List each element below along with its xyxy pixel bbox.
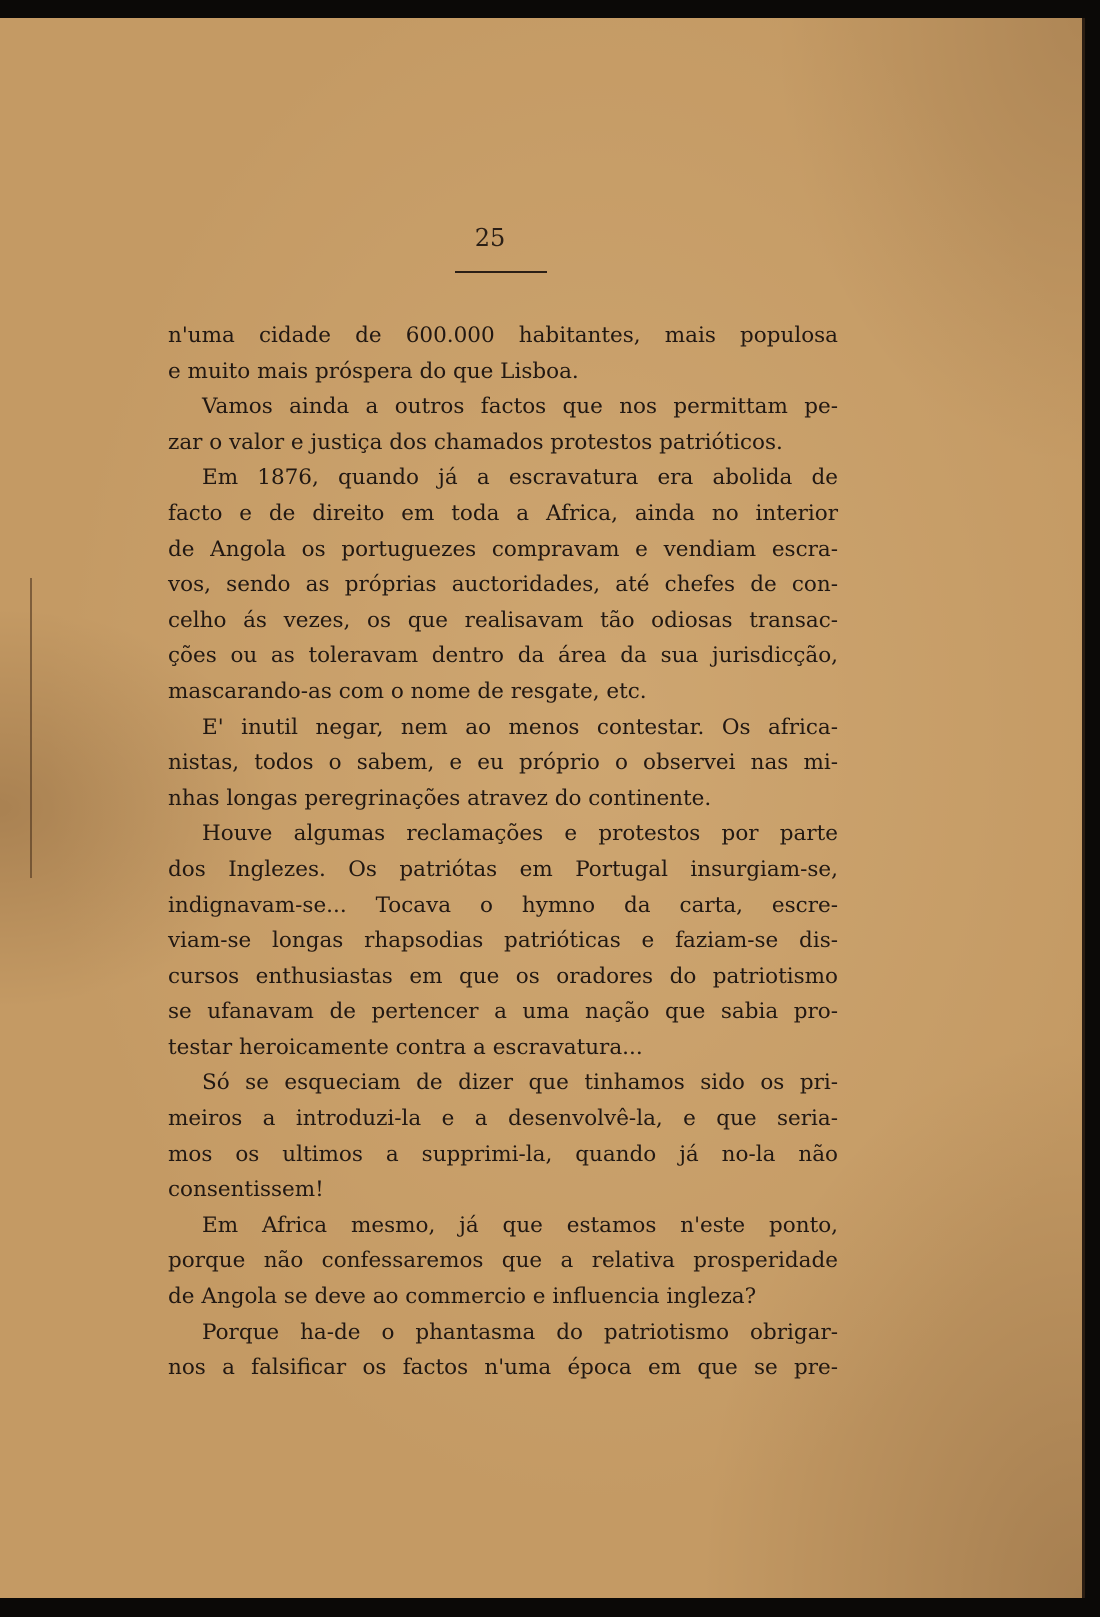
text-line: n'uma cidade de 600.000 habitantes, mais populosa	[168, 323, 838, 348]
text-line: nhas longas peregrinações atravez do continente.	[168, 785, 712, 811]
text-line: mascarando-as com o nome de resgate, etc.	[168, 678, 647, 704]
text-line: se ufanavam de pertencer a uma nação que sabia pro-	[168, 999, 838, 1025]
text-line: Em 1876, quando já a escravatura era abolida de	[202, 465, 838, 491]
text-line: Vamos ainda a outros factos que nos permittam pe-	[202, 394, 838, 420]
text-line: de Angola os portuguezes compravam e vendiam escra-	[168, 536, 838, 562]
text-line: vos, sendo as próprias auctoridades, até chefes de con-	[168, 572, 838, 598]
page-number: 25	[474, 224, 506, 252]
body-text	[168, 318, 838, 1386]
paper-sheet	[0, 18, 1085, 1598]
text-line: facto e de direito em toda a Africa, ainda no interior	[168, 500, 838, 526]
text-line: zar o valor e justiça dos chamados protestos patrióticos.	[168, 429, 783, 455]
text-line: de Angola se deve ao commercio e influencia ingleza?	[168, 1284, 757, 1310]
text-line: viam-se longas rhapsodias patrióticas e faziam-se dis-	[168, 928, 838, 954]
text-line: ções ou as toleravam dentro da área da sua jurisdicção,	[168, 643, 838, 669]
text-line: e muito mais próspera do que Lisboa.	[168, 358, 579, 384]
text-line: porque não confessaremos que a relativa prosperidade	[168, 1248, 838, 1274]
binding-mark	[30, 578, 32, 878]
text-line: indignavam-se... Tocava o hymno da carta, escre-	[168, 892, 838, 918]
text-line: E' inutil negar, nem ao menos contestar. Os africa-	[202, 714, 838, 740]
text-line: celho ás vezes, os que realisavam tão odiosas transac-	[168, 607, 838, 633]
text-line: testar heroicamente contra a escravatura...	[168, 1034, 643, 1060]
text-line: Porque ha-de o phantasma do patriotismo obrigar-	[202, 1319, 838, 1345]
page-number-rule	[455, 271, 547, 273]
text-line: meiros a introduzi-la e a desenvolvê-la, e que seria-	[168, 1106, 838, 1132]
text-line: Só se esqueciam de dizer que tinhamos sido os pri-	[202, 1070, 838, 1096]
text-line: consentissem!	[168, 1177, 324, 1203]
text-line: dos Inglezes. Os patriótas em Portugal insurgiam-se,	[168, 856, 838, 882]
text-line: cursos enthusiastas em que os oradores do patriotismo	[168, 963, 838, 989]
text-line: Houve algumas reclamações e protestos por parte	[202, 821, 838, 847]
text-line: nistas, todos o sabem, e eu próprio o observei nas mi-	[168, 750, 838, 776]
text-line: Em Africa mesmo, já que estamos n'este ponto,	[202, 1212, 838, 1238]
text-line: mos os ultimos a supprimi-la, quando já no-la não	[168, 1141, 838, 1167]
text-line: nos a falsificar os factos n'uma época em que se pre-	[168, 1355, 838, 1381]
